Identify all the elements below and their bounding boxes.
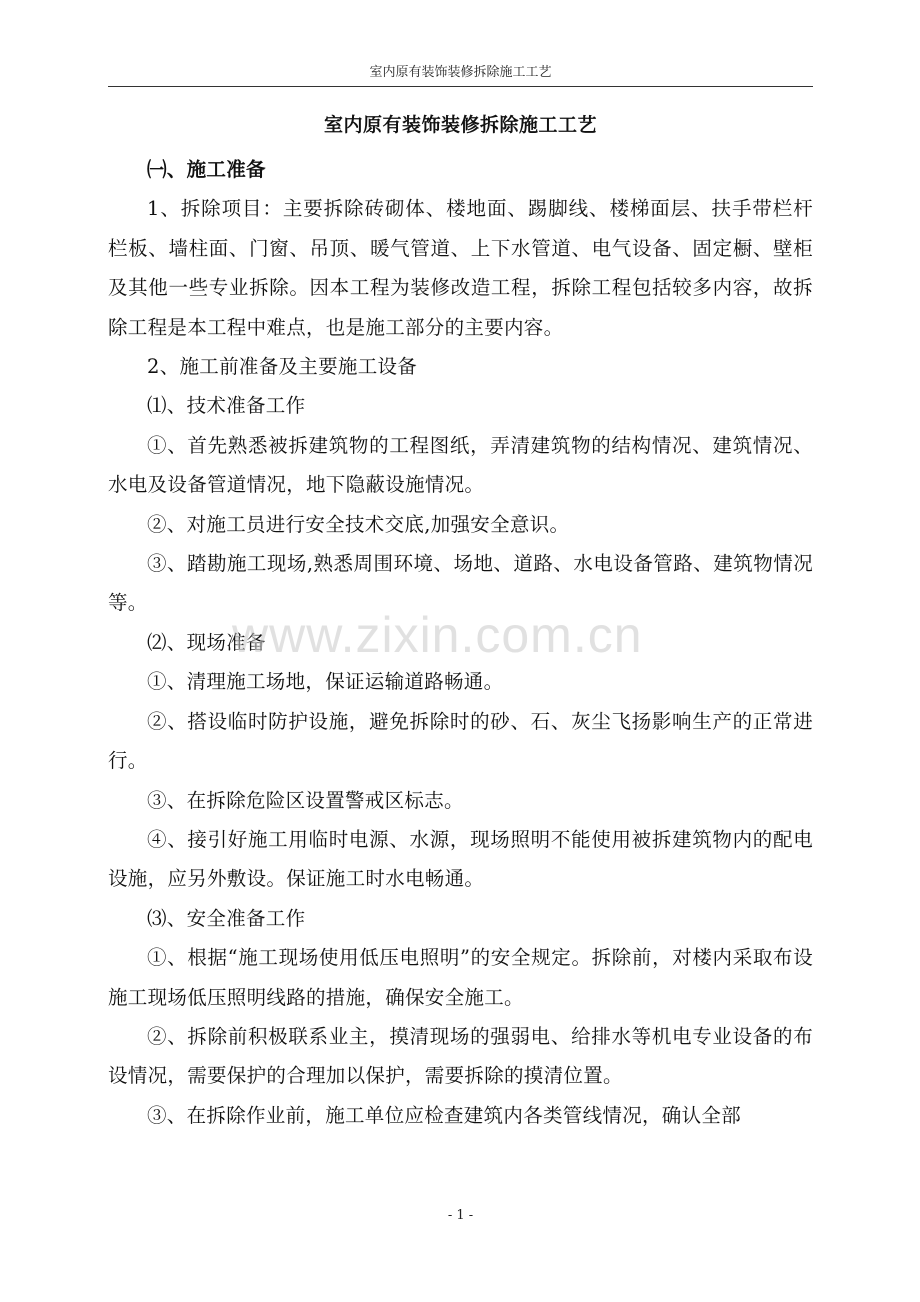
- list-item-site-4: ④、接引好施工用临时电源、水源，现场照明不能使用被拆建筑物内的配电设施，应另外敷设。保证施工时水电畅通。: [108, 827, 813, 891]
- subheading-technical-preparation: ⑴、技术准备工作: [147, 394, 306, 418]
- subheading-safety-preparation: ⑶、安全准备工作: [147, 906, 306, 930]
- paragraph-demolition-items: 1、拆除项目：主要拆除砖砌体、楼地面、踢脚线、楼梯面层、扶手带栏杆栏板、墙柱面、门窗、吊顶、暖气管道、上下水管道、电气设备、固定橱、壁柜及其他一些专业拆除。因本工程为装修改造工程，拆除工程包括较多内容，故拆除工程是本工程中难点，也是施工部分的主要内容。: [108, 197, 813, 339]
- section-heading-construction-preparation: ㈠、施工准备: [147, 158, 266, 181]
- watermark: www.zixin.com.cn: [232, 607, 643, 663]
- paragraph-preparation-equipment: 2、施工前准备及主要施工设备: [147, 355, 418, 379]
- list-item-technical-1: ①、首先熟悉被拆建筑物的工程图纸，弄清建筑物的结构情况、建筑情况、水电及设备管道情况，地下隐蔽设施情况。: [108, 433, 813, 497]
- list-item-site-1: ①、清理施工场地，保证运输道路畅通。: [147, 670, 504, 694]
- list-item-technical-3: ③、踏勘施工现场,熟悉周围环境、场地、道路、水电设备管路、建筑物情况等。: [108, 552, 813, 615]
- page-number: - 1 -: [447, 1208, 474, 1223]
- running-header: 室内原有装饰装修拆除施工工艺: [108, 62, 813, 87]
- list-item-technical-2: ②、对施工员进行安全技术交底,加强安全意识。: [147, 512, 570, 536]
- list-item-site-3: ③、在拆除危险区设置警戒区标志。: [147, 788, 464, 812]
- list-item-safety-2: ②、拆除前积极联系业主，摸清现场的强弱电、给排水等机电专业设备的布设情况，需要保护的合理加以保护，需要拆除的摸清位置。: [108, 1024, 813, 1088]
- subheading-site-preparation: ⑵、现场准备: [147, 630, 266, 654]
- document-title: 室内原有装饰装修拆除施工工艺: [323, 114, 597, 136]
- list-item-safety-3: ③、在拆除作业前，施工单位应检查建筑内各类管线情况，确认全部: [147, 1103, 742, 1127]
- list-item-safety-1: ①、根据“施工现场使用低压电照明”的安全规定。拆除前，对楼内采取布设施工现场低压照明线路的措施，确保安全施工。: [108, 946, 813, 1009]
- list-item-site-2: ②、搭设临时防护设施，避免拆除时的砂、石、灰尘飞扬影响生产的正常进行。: [108, 709, 813, 773]
